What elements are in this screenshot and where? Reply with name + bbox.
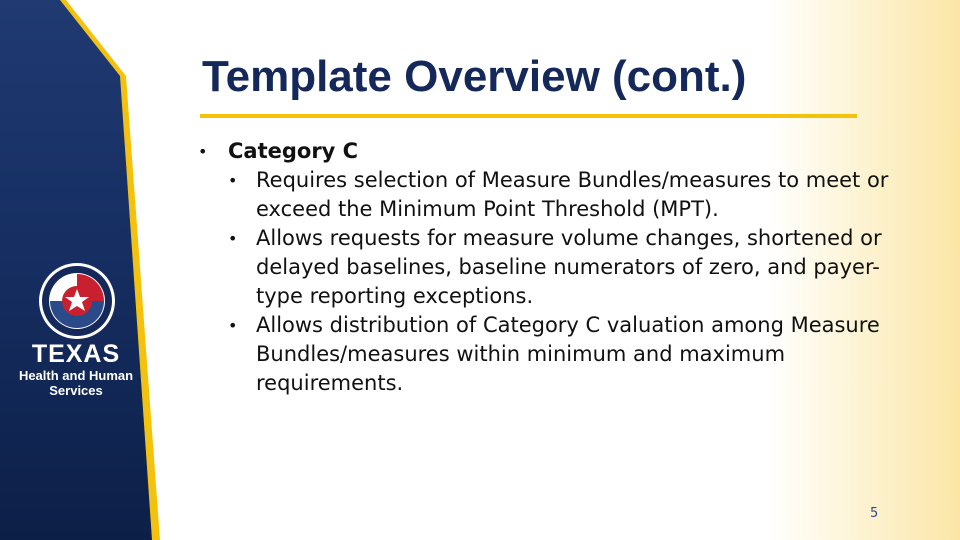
agency-line-3: Services: [49, 383, 103, 398]
sub-bullet: [228, 224, 898, 311]
agency-line-1: TEXAS: [31, 340, 121, 368]
bullet-icon: •: [198, 142, 208, 161]
slide-title: Template Overview (cont.): [202, 52, 747, 101]
sub-bullet-text: Allows distribution of Category C valuation among Measure Bundles/measures within minimum and maximum requirements.: [256, 313, 880, 395]
sub-bullet: [228, 311, 898, 398]
bullet-icon: •: [228, 316, 238, 335]
sub-bullet-text: Requires selection of Measure Bundles/measures to meet or exceed the Minimum Point Threshold (MPT).: [256, 168, 889, 221]
page-number: 5: [870, 506, 879, 521]
texas-seal-logo: [38, 262, 116, 340]
category-label: Category C: [228, 139, 359, 163]
title-underline: [200, 114, 857, 118]
slide-body: [198, 137, 898, 398]
agency-line-2: Health and Human: [18, 368, 134, 383]
bullet-icon: •: [228, 171, 238, 190]
sub-bullet: [228, 166, 898, 224]
bullet-icon: •: [228, 229, 238, 248]
agency-name: [0, 340, 152, 398]
sub-bullet-text: Allows requests for measure volume changes, shortened or delayed baselines, baseline numerators of zero, and payer-type reporting exceptions.: [256, 226, 882, 308]
category-bullet: [198, 137, 898, 166]
